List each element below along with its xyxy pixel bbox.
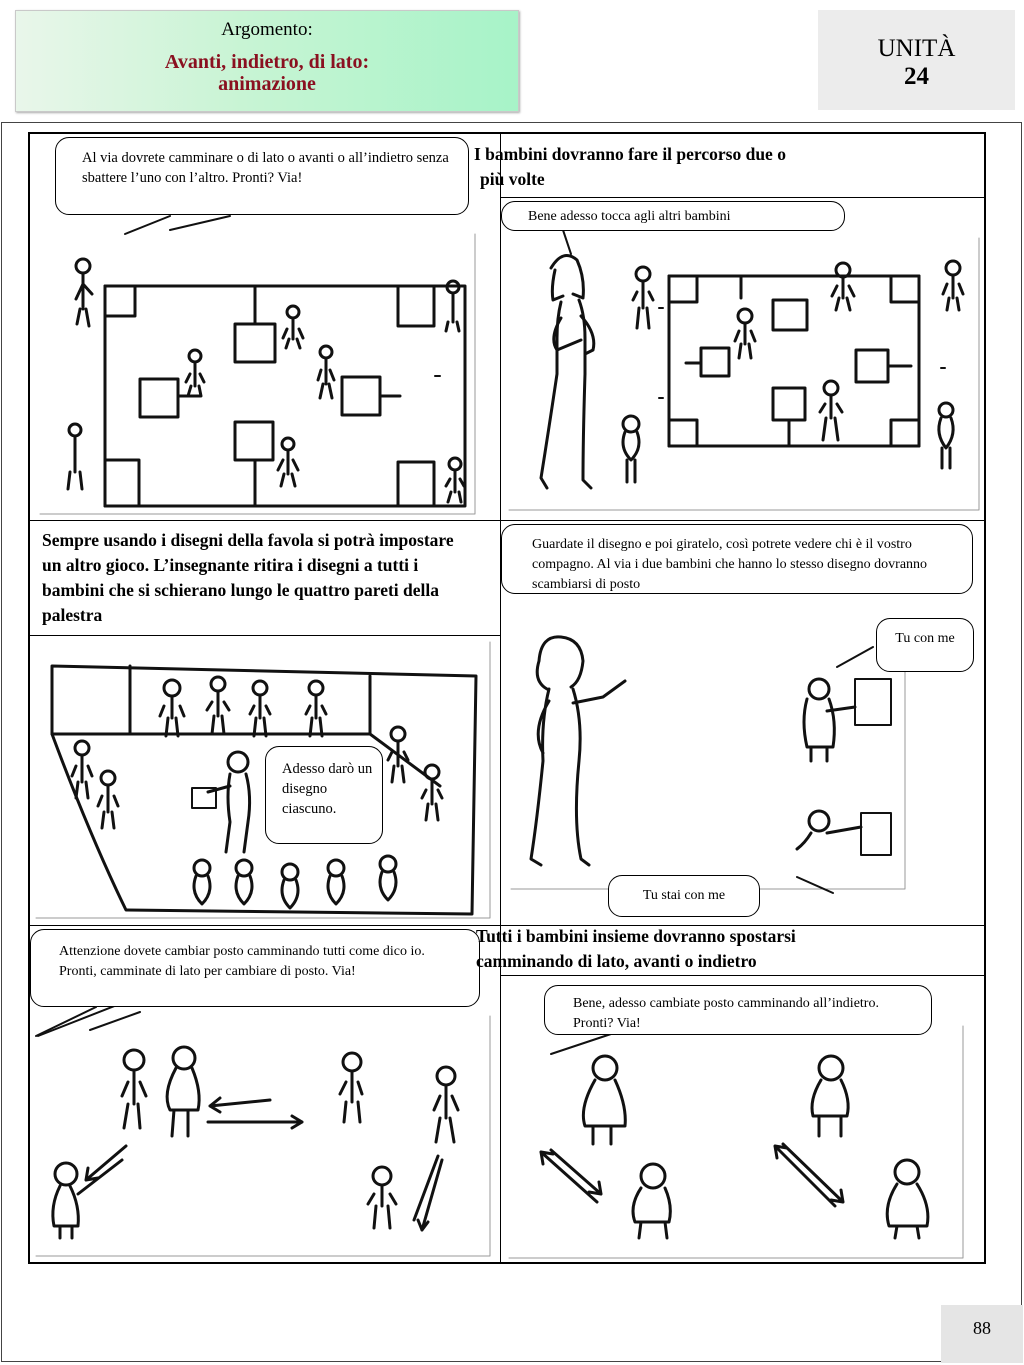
grid-line	[28, 1262, 986, 1264]
panel6-bubble-text: Bene, adesso cambiate posto camminando all’indietro. Pronti? Via!	[573, 996, 879, 1031]
panel4-child2-text: Tu stai con me	[642, 888, 726, 903]
panel5-bubble-tail	[30, 1000, 150, 1040]
panel5-bubble-text: Attenzione dovete cambiar posto camminando tutti come dico io. Pronti, camminate di lato per cambiare di posto. Via!	[59, 944, 425, 979]
panel6-speech-bubble	[544, 985, 932, 1035]
unit-number: 24	[904, 63, 929, 90]
panel3-speech-bubble	[265, 746, 383, 844]
panel6-caption-line1: Tutti i bambini insieme dovranno spostarsi	[476, 926, 796, 946]
panel5-speech-bubble	[30, 929, 480, 1007]
panel2-bubble-text: Bene adesso tocca agli altri bambini	[528, 209, 731, 224]
panel1-bubble-text: Al via dovrete camminare o di lato o avanti o all’indietro senza sbattere l’uno con l’altro. Pronti? Via!	[82, 150, 449, 186]
panel4-bubble-text: Guardate il disegno e poi giratelo, così potrete vedere chi è il vostro compagno. Al via i due bambini che hanno lo stesso disegno dovranno scambiarsi di posto	[532, 537, 928, 592]
panel6-caption	[476, 924, 976, 974]
panel3-bubble-text: Adesso darò un disegno ciascuno.	[282, 761, 373, 817]
panel4-child1-bubble	[876, 618, 974, 672]
panel4-child2-bubble	[608, 875, 760, 917]
page-number: 88	[973, 1318, 991, 1338]
panel2-speech-bubble	[501, 201, 845, 231]
panel2-caption-line2: più volte	[480, 169, 545, 189]
panel4-child1-text: Tu con me	[895, 631, 955, 646]
topic-label: Argomento:	[221, 19, 313, 40]
topic-box	[15, 10, 519, 112]
panel6-caption-line2: camminando di lato, avanti o indietro	[476, 951, 757, 971]
unit-box	[818, 10, 1015, 110]
panel2-caption-line1: I bambini dovranno fare il percorso due o	[474, 144, 786, 164]
panel1-speech-bubble	[55, 137, 469, 215]
topic-title	[16, 51, 518, 95]
panel3-caption: Sempre usando i disegni della favola si potrà impostare un altro gioco. L’insegnante ritira i disegni a tutti i bambini che si schierano lungo le quattro pareti della palestra	[42, 530, 454, 625]
unit-label: UNITÀ	[877, 35, 956, 62]
topic-title-line2: animazione	[218, 73, 316, 95]
panel4-speech-bubble	[501, 524, 973, 594]
topic-title-line1: Avanti, indietro, di lato:	[164, 51, 370, 73]
page-number-box	[941, 1305, 1023, 1363]
panel2-drawing	[501, 198, 985, 520]
panel2-caption	[474, 142, 974, 192]
